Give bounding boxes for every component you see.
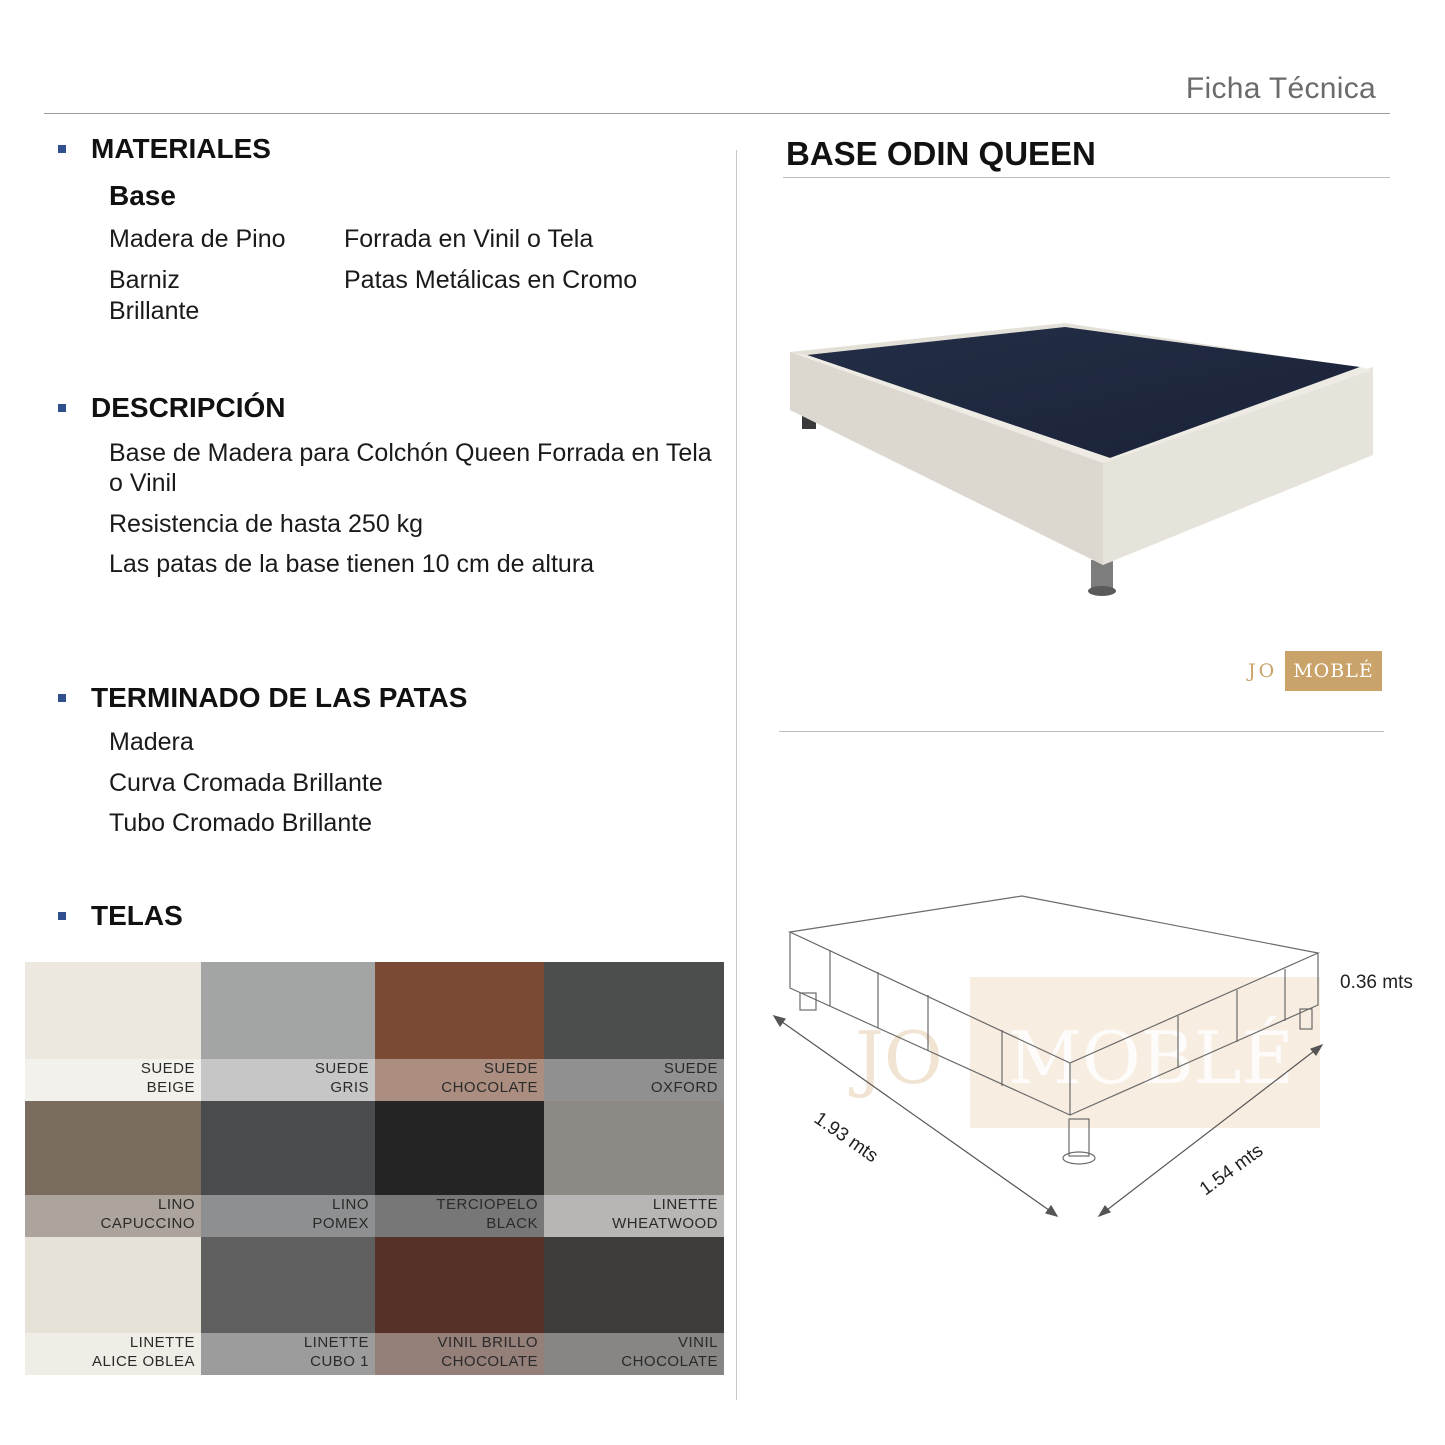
fabric-type: SUEDE xyxy=(483,1060,538,1077)
description-line: Las patas de la base tienen 10 cm de altura xyxy=(109,550,595,578)
section-divider xyxy=(779,731,1384,732)
product-image xyxy=(785,315,1380,605)
fabric-type: LINO xyxy=(157,1196,195,1213)
fabric-type: SUEDE xyxy=(663,1060,718,1077)
finish-item: Tubo Cromado Brillante xyxy=(109,809,373,837)
fabric-swatch xyxy=(544,962,724,1101)
fabric-type: SUEDE xyxy=(314,1060,369,1077)
bullet-icon xyxy=(58,404,66,412)
fabric-color-name: CHOCOLATE xyxy=(441,1353,538,1370)
document-title: Ficha Técnica xyxy=(1185,72,1376,105)
length-dimension-label: 1.93 mts xyxy=(809,1108,882,1168)
fabric-type: LINO xyxy=(331,1196,369,1213)
fabric-swatch xyxy=(25,962,201,1101)
fabric-color-name: ALICE OBLEA xyxy=(91,1353,195,1370)
fabric-swatch xyxy=(544,1101,724,1237)
fabric-swatch-label xyxy=(441,1059,538,1097)
section-heading-terminado: TERMINADO DE LAS PATAS xyxy=(91,682,468,713)
bullet-icon xyxy=(58,145,66,153)
fabric-type: VINIL BRILLO xyxy=(437,1334,538,1351)
material-item: Brillante xyxy=(109,297,200,325)
material-item: Barniz xyxy=(109,266,180,294)
fabric-swatch xyxy=(25,1101,201,1237)
fabric-swatch-label xyxy=(315,1059,369,1097)
material-item: Patas Metálicas en Cromo xyxy=(344,266,638,294)
brand-logo xyxy=(1248,651,1382,691)
logo-moble-text: MOBLÉ xyxy=(1285,651,1381,691)
subheading-base: Base xyxy=(109,180,176,211)
fabric-swatch xyxy=(25,1237,201,1375)
width-dimension-label: 1.54 mts xyxy=(1196,1140,1268,1200)
fabric-type: SUEDE xyxy=(140,1060,195,1077)
fabric-swatch xyxy=(375,962,544,1101)
finish-item: Madera xyxy=(109,728,194,756)
fabric-color-name: BEIGE xyxy=(146,1079,195,1096)
description-line: Resistencia de hasta 250 kg xyxy=(109,510,424,538)
fabric-swatch xyxy=(201,962,375,1101)
fabric-swatch-label xyxy=(621,1333,718,1371)
fabric-color-name: WHEATWOOD xyxy=(612,1215,718,1232)
fabric-color-name: POMEX xyxy=(312,1215,369,1232)
column-divider xyxy=(736,150,737,1400)
fabric-type: LINETTE xyxy=(652,1196,718,1213)
watermark-jo: JO xyxy=(855,1016,943,1100)
fabric-swatch xyxy=(375,1101,544,1237)
description-line: o Vinil xyxy=(109,469,177,497)
fabric-type: VINIL xyxy=(677,1334,718,1351)
material-item: Forrada en Vinil o Tela xyxy=(344,225,594,253)
fabric-swatch-label xyxy=(612,1195,718,1233)
fabric-swatch xyxy=(375,1237,544,1375)
title-divider xyxy=(783,177,1390,178)
product-title: BASE ODIN QUEEN xyxy=(786,135,1096,172)
finish-item: Curva Cromada Brillante xyxy=(109,769,383,797)
fabric-color-name: CHOCOLATE xyxy=(621,1353,718,1370)
fabric-type: LINETTE xyxy=(129,1334,195,1351)
fabric-type: TERCIOPELO xyxy=(436,1196,538,1213)
bullet-icon xyxy=(58,912,66,920)
height-dimension-label: 0.36 mts xyxy=(1340,972,1413,993)
fabric-color-name: CHOCOLATE xyxy=(441,1079,538,1096)
fabric-color-name: OXFORD xyxy=(650,1079,718,1096)
material-item: Madera de Pino xyxy=(109,225,286,253)
fabric-swatch-label xyxy=(100,1195,195,1233)
logo-jo-text: JO xyxy=(1248,660,1278,682)
fabric-swatch-grid xyxy=(25,962,724,1375)
description-line: Base de Madera para Colchón Queen Forrada en Tela xyxy=(109,439,712,467)
section-heading-materiales: MATERIALES xyxy=(91,133,271,164)
fabric-color-name: CUBO 1 xyxy=(310,1353,369,1370)
fabric-swatch-label xyxy=(92,1333,195,1371)
fabric-color-name: GRIS xyxy=(330,1079,369,1096)
fabric-swatch xyxy=(544,1237,724,1375)
fabric-swatch-label xyxy=(651,1059,718,1097)
fabric-color-name: CAPUCCINO xyxy=(100,1215,195,1232)
section-heading-descripcion: DESCRIPCIÓN xyxy=(91,392,286,423)
fabric-swatch-label xyxy=(304,1333,369,1371)
fabric-type: LINETTE xyxy=(303,1334,369,1351)
fabric-color-name: BLACK xyxy=(486,1215,538,1232)
bullet-icon xyxy=(58,694,66,702)
fabric-swatch-label xyxy=(141,1059,195,1097)
fabric-swatch xyxy=(201,1101,375,1237)
fabric-swatch-label xyxy=(438,1333,538,1371)
header-divider xyxy=(44,113,1390,114)
fabric-swatch-label xyxy=(312,1195,369,1233)
watermark-moble: MOBLÉ xyxy=(1008,1016,1295,1100)
fabric-swatch-label xyxy=(436,1195,538,1233)
section-heading-telas: TELAS xyxy=(91,900,183,931)
fabric-swatch xyxy=(201,1237,375,1375)
